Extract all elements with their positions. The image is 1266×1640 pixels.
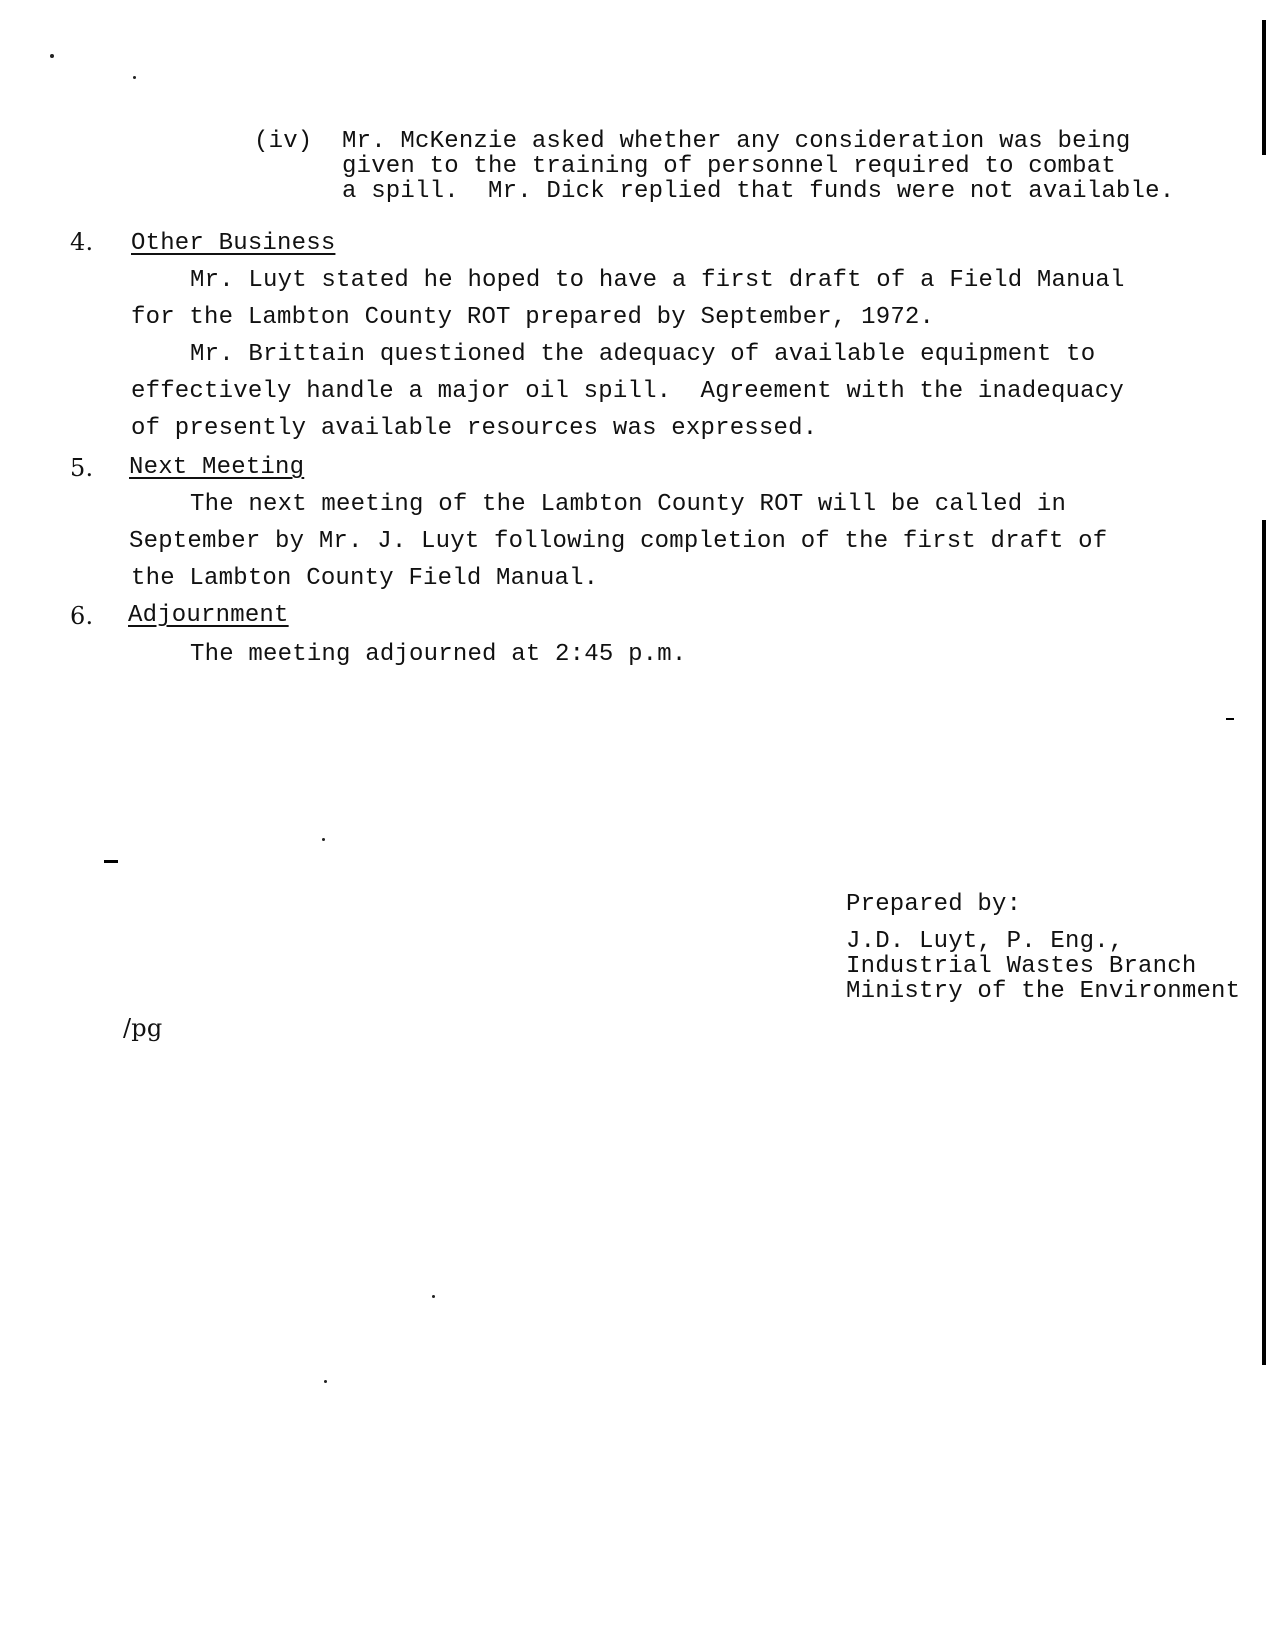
scan-speck [432, 1295, 435, 1298]
scan-right-edge-mark [1262, 520, 1266, 1365]
item-iv-marker: (iv) [254, 128, 313, 155]
item-iv-line: given to the training of personnel required to combat [342, 153, 1116, 180]
scan-speck [50, 54, 54, 58]
section-body-line: Mr. Brittain questioned the adequacy of available equipment to [190, 341, 1096, 368]
signature-line: J.D. Luyt, P. Eng., [846, 928, 1124, 955]
scan-speck [133, 76, 136, 79]
section-heading-other-business: Other Business [131, 230, 336, 257]
prepared-by-label: Prepared by: [846, 891, 1022, 918]
scan-right-edge-mark [1262, 20, 1266, 155]
scan-dash-mark [1226, 718, 1234, 720]
section-number: 4. [70, 228, 94, 256]
item-iv-line: a spill. Mr. Dick replied that funds were not available. [342, 178, 1175, 205]
section-number: 6. [70, 602, 94, 630]
section-body-line: Mr. Luyt stated he hoped to have a first draft of a Field Manual [190, 267, 1125, 294]
typist-initials: /pg [123, 1014, 163, 1042]
section-heading-next-meeting: Next Meeting [129, 454, 305, 481]
signature-line: Ministry of the Environment [846, 978, 1241, 1005]
section-body-line: The next meeting of the Lambton County ROT will be called in [190, 491, 1067, 518]
section-heading-adjournment: Adjournment [128, 602, 289, 629]
scan-speck [324, 1380, 327, 1383]
scan-speck [322, 838, 325, 841]
section-body-line: September by Mr. J. Luyt following completion of the first draft of [129, 528, 1108, 555]
item-iv-line: Mr. McKenzie asked whether any consideration was being [342, 128, 1131, 155]
section-body-line: the Lambton County Field Manual. [131, 565, 599, 592]
section-number: 5. [70, 454, 94, 482]
section-body-line: effectively handle a major oil spill. Agreement with the inadequacy [131, 378, 1124, 405]
section-body-line: of presently available resources was expressed. [131, 415, 818, 442]
signature-line: Industrial Wastes Branch [846, 953, 1197, 980]
scan-dash-mark [104, 860, 118, 863]
section-body-line: for the Lambton County ROT prepared by September, 1972. [131, 304, 935, 331]
section-body-line: The meeting adjourned at 2:45 p.m. [190, 641, 687, 668]
